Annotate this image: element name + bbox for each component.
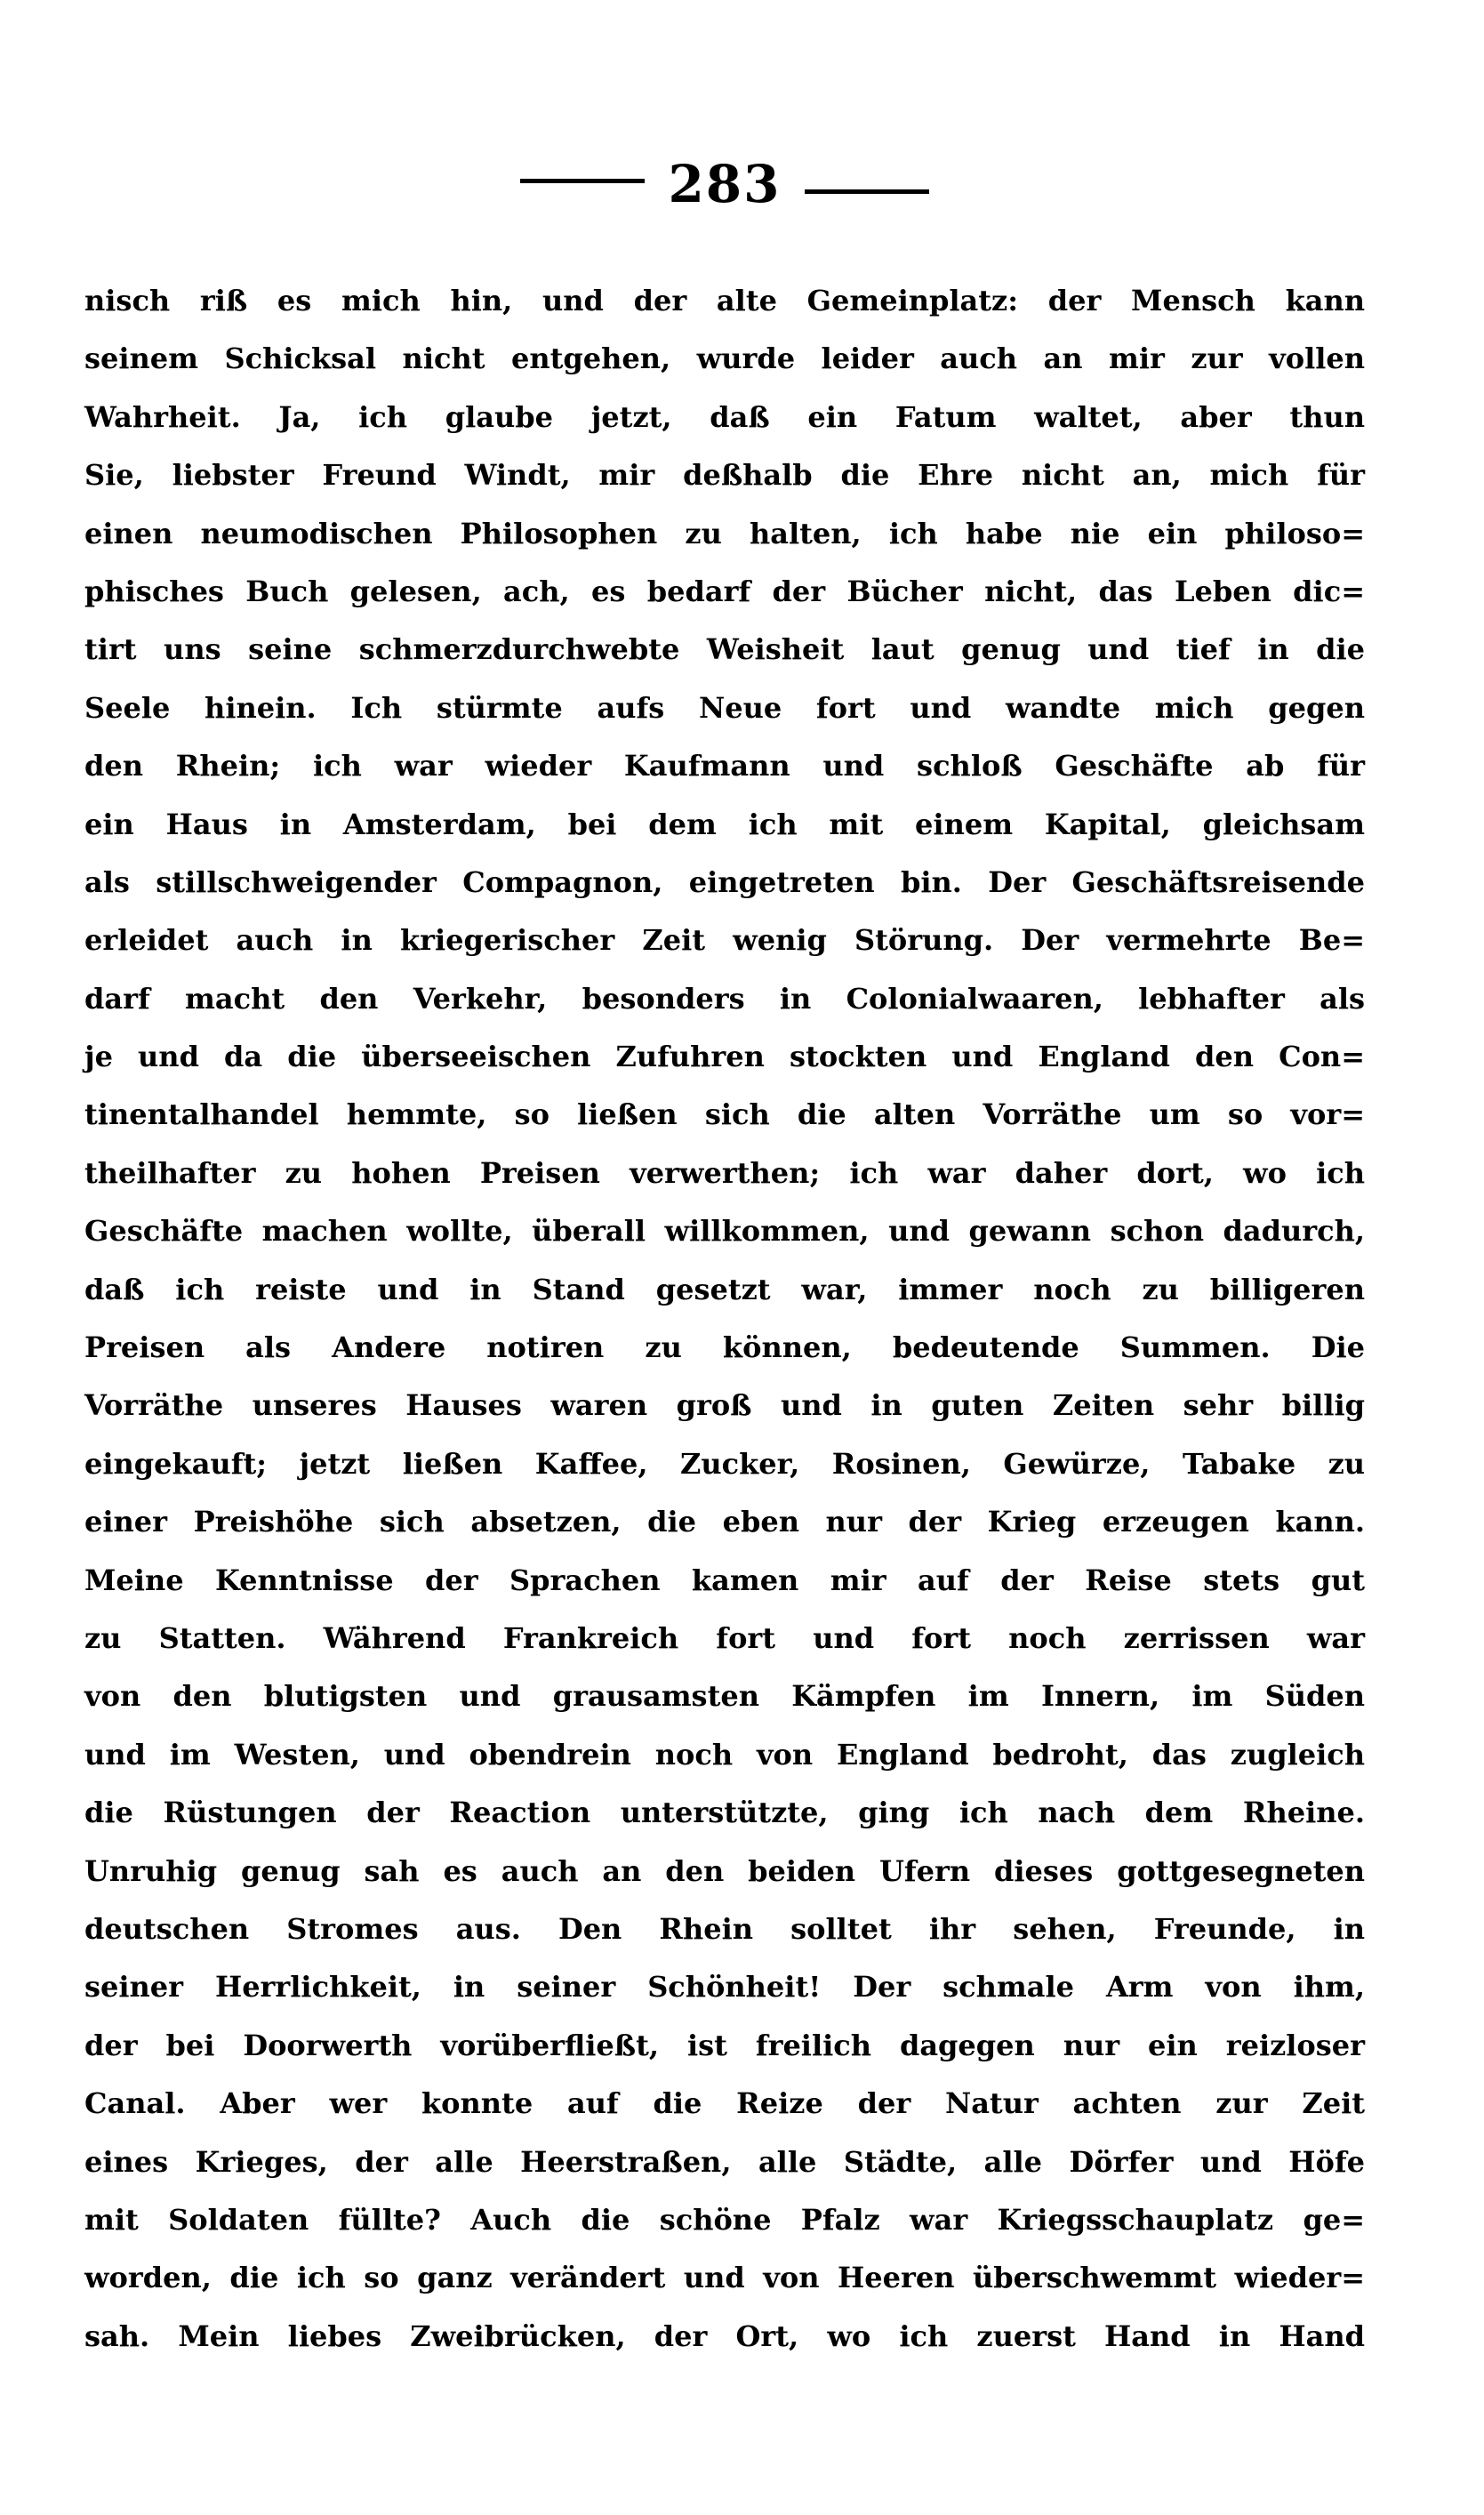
text-line: Vorräthe unseres Hauses waren groß und in guten Zeiten sehr billig — [84, 1388, 1365, 1423]
header-rule-left — [520, 179, 645, 183]
text-line: Sie, liebster Freund Windt, mir deßhalb die Ehre nicht an, mich für — [84, 458, 1365, 493]
text-line: tirt uns seine schmerzdurchwebte Weisheit laut genug und tief in die — [84, 632, 1365, 667]
text-line: worden, die ich so ganz verändert und von Heeren überschwemmt wieder= — [84, 2261, 1365, 2295]
text-line: von den blutigsten und grausamsten Kämpfen im Innern, im Süden — [84, 1679, 1365, 1714]
text-line: eines Krieges, der alle Heerstraßen, alle Städte, alle Dörfer und Höfe — [84, 2144, 1365, 2179]
text-line: ein Haus in Amsterdam, bei dem ich mit einem Kapital, gleichsam — [84, 807, 1365, 841]
text-line: theilhafter zu hohen Preisen verwerthen; ich war daher dort, wo ich — [84, 1155, 1365, 1190]
text-line: nisch riß es mich hin, und der alte Gemeinplatz: der Mensch kann — [84, 284, 1365, 317]
text-line: der bei Doorwerth vorüberfließt, ist freilich dagegen nur ein reizloser — [84, 2028, 1365, 2062]
text-line: seiner Herrlichkeit, in seiner Schönheit! Der schmale Arm von ihm, — [84, 1970, 1365, 2005]
text-line: die Rüstungen der Reaction unterstützte, ging ich nach dem Rheine. — [84, 1796, 1365, 1830]
text-line: Preisen als Andere notiren zu können, bedeutende Summen. Die — [84, 1330, 1365, 1365]
text-line: als stillschweigender Compagnon, eingetreten bin. Der Geschäftsreisende — [84, 864, 1365, 899]
text-line: zu Statten. Während Frankreich fort und fort noch zerrissen war — [84, 1620, 1365, 1655]
text-line: und im Westen, und obendrein noch von England bedroht, das zugleich — [84, 1737, 1365, 1772]
text-line: Seele hinein. Ich stürmte aufs Neue fort und wandte mich gegen — [84, 690, 1365, 725]
text-line: Canal. Aber wer konnte auf die Reize der Natur achten zur Zeit — [84, 2086, 1365, 2121]
text-line: seinem Schicksal nicht entgehen, wurde leider auch an mir zur vollen — [84, 341, 1365, 376]
text-line: darf macht den Verkehr, besonders in Colonialwaaren, lebhafter als — [84, 981, 1365, 1016]
text-line: deutschen Stromes aus. Den Rhein solltet ihr sehen, Freunde, in — [84, 1911, 1365, 1946]
text-line: erleidet auch in kriegerischer Zeit wenig Störung. Der vermehrte Be= — [84, 923, 1365, 958]
text-line: Meine Kenntnisse der Sprachen kamen mir auf der Reise stets gut — [84, 1563, 1365, 1597]
text-line: eingekauft; jetzt ließen Kaffee, Zucker, Rosinen, Gewürze, Tabake zu — [84, 1446, 1365, 1481]
header-rule-right — [805, 189, 929, 194]
text-line: den Rhein; ich war wieder Kaufmann und schloß Geschäfte ab für — [84, 749, 1365, 783]
text-line: einer Preishöhe sich absetzen, die eben nur der Krieg erzeugen kann. — [84, 1505, 1365, 1539]
text-line: daß ich reiste und in Stand gesetzt war, immer noch zu billigeren — [84, 1272, 1365, 1306]
page-header — [84, 154, 1365, 214]
text-line: mit Soldaten füllte? Auch die schöne Pfalz war Kriegsschauplatz ge= — [84, 2202, 1365, 2237]
text-line: phisches Buch gelesen, ach, es bedarf der Bücher nicht, das Leben dic= — [84, 574, 1365, 608]
text-line: Unruhig genug sah es auch an den beiden Ufern dieses gottgesegneten — [84, 1853, 1365, 1888]
text-line: je und da die überseeischen Zufuhren stockten und England den Con= — [84, 1040, 1365, 1074]
page-text — [84, 272, 1365, 2366]
text-line: Geschäfte machen wollte, überall willkommen, und gewann schon dadurch, — [84, 1214, 1365, 1249]
text-line: sah. Mein liebes Zweibrücken, der Ort, wo ich zuerst Hand in Hand — [84, 2318, 1365, 2353]
text-line: Wahrheit. Ja, ich glaube jetzt, daß ein Fatum waltet, aber thun — [84, 399, 1365, 434]
text-line: tinentalhandel hemmte, so ließen sich die alten Vorräthe um so vor= — [84, 1097, 1365, 1132]
page-number: 283 — [668, 154, 782, 214]
text-line: einen neumodischen Philosophen zu halten, ich habe nie ein philoso= — [84, 516, 1365, 550]
